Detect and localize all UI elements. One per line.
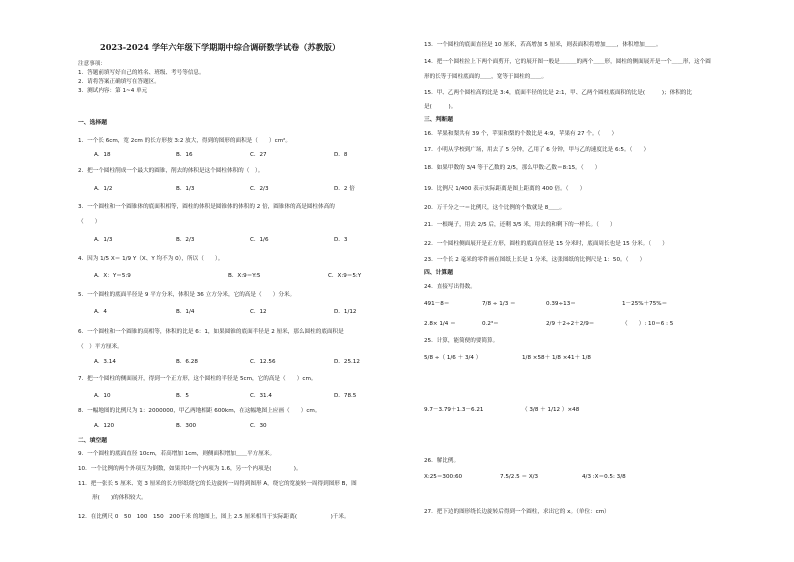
left-column: [78, 0, 418, 562]
calc-item: 9.7－3.79＋1.3－6.21: [424, 407, 484, 413]
option: A．10: [94, 393, 111, 399]
question-17: 17．小明从学校到广场，用去了 5 分钟，乙用了 6 分钟，甲与乙的速度比是 6:5。（ ）: [424, 147, 650, 153]
option: B．6.28: [176, 359, 198, 365]
option: B．2/3: [176, 237, 195, 243]
question-16: 16．苹果和梨共有 39 个，苹果和梨的个数比是 4:9，苹果有 27 个。（ ）: [424, 131, 618, 137]
question-6: 6．一个圆柱和一个圆锥的高相等，体积的比是 6：1，如果圆锥的底面半径是 2 厘米，那么圆柱的底面积是: [78, 329, 344, 335]
question-5: 5．一个圆柱的底面半径是 9 平方分米，体积是 36 立方分米，它的高是（ ）分米。: [78, 292, 296, 298]
option: D．3: [334, 237, 348, 243]
option: A．1/3: [94, 237, 113, 243]
question-26: 26．解比例。: [424, 458, 460, 464]
question-15-cont: 是( )。: [424, 104, 457, 110]
section-judge: 三、判断题: [424, 117, 453, 123]
option: D．25.12: [334, 359, 360, 365]
page-title: 2023-2024 学年六年级下学期期中综合调研数学试卷（苏教版）: [100, 42, 341, 52]
calc-item: 2/9 ＋2÷2＋2/9＝: [546, 321, 595, 327]
note-3: 3．测试内容：第 1~4 单元: [78, 88, 148, 94]
calc-item: 1－25%＋75%＝: [622, 301, 668, 307]
question-1: 1．一个长 6cm，宽 2cm 的长方形按 3:2 放大，得到的图形的面积是（ ）cm²。: [78, 138, 292, 144]
question-18: 18．如果甲数的 3/4 等于乙数的 2/5，那么甲数:乙数＝8:15。（ ）: [424, 165, 601, 171]
question-6-cont: （ ）平方厘米。: [78, 344, 123, 350]
calc-item: 5/8 ÷（ 1/6 ＋ 3/4 ）: [424, 355, 482, 361]
question-23: 23．一个长 2 毫米的零件画在图纸上长是 1 分米，这张图纸的比例尺是 1：50。（ ）: [424, 257, 646, 263]
option: C．27: [250, 152, 267, 158]
option: C．2/3: [250, 186, 269, 192]
question-13: 13．一个圆柱的底面直径是 10 厘米，若高增加 5 厘米，则表面积将增加＿＿，体积增加＿＿。: [424, 42, 662, 48]
calc-item: X:25＝300:60: [424, 474, 463, 480]
calc-item: 7.5/2.5 ＝ X/3: [500, 474, 539, 480]
question-10: 10．一个比例的两个外项互为倒数，如果其中一个内项为 1.6，另一个内项是( )。: [78, 466, 302, 472]
calc-item: 4/3 :X＝0.5: 3/8: [582, 474, 626, 480]
option: C．31.4: [250, 393, 272, 399]
question-9: 9．一个圆柱的底面直径 10cm，若高增加 1cm，则侧面积增加＿＿平方厘米。: [78, 451, 276, 457]
option: D．78.5: [334, 393, 357, 399]
calc-item: 2.8× 1/4 ＝: [424, 321, 456, 327]
section-calc: 四、计算题: [424, 270, 453, 276]
option: A．1/2: [94, 186, 113, 192]
calc-item: 7/8 ÷ 1/3 ＝: [482, 301, 516, 307]
question-25: 25．计算，能简便的要简算。: [424, 338, 499, 344]
option: B．300: [176, 423, 197, 429]
option: C．1/6: [250, 237, 269, 243]
question-11: 11．把一张长 5 厘米、宽 3 厘米的长方形纸绕它的长边旋转一周得到图形 A，绕它的宽旋转一周得到图形 B，图: [78, 481, 357, 487]
right-column: [424, 0, 754, 562]
option: B．X:9＝Y:5: [228, 273, 261, 279]
option: B．1/3: [176, 186, 195, 192]
question-12: 12．在比例尺 0 50 100 150 200千米 的地图上，图上 2.5 厘米相当于实际距离( )千米。: [78, 514, 350, 520]
question-19: 19．比例尺 1/400 表示实际距离是图上距离的 400 倍。（ ）: [424, 186, 586, 192]
note-1: 1．答题前填写好自己的姓名、班级、考号等信息。: [78, 70, 205, 76]
option: B．5: [176, 393, 189, 399]
question-24: 24．直接写出得数。: [424, 284, 476, 290]
section-fill: 二、填空题: [78, 438, 107, 444]
question-21: 21．一根绳子，用去 2/5 后，还剩 3/5 米，用去的和剩下的一样长。（ ）: [424, 222, 616, 228]
option: C．12: [250, 309, 267, 315]
calc-item: （ ）: 10＝6 : 5: [622, 321, 674, 327]
option: B．1/4: [176, 309, 195, 315]
option: D．2 倍: [334, 186, 355, 192]
option: A．3.14: [94, 359, 116, 365]
option: A．X：Y＝5:9: [94, 273, 131, 279]
calc-item: 1/8 ×58＋ 1/8 ×41＋ 1/8: [522, 355, 591, 361]
calc-item: 0.2³＝: [482, 321, 499, 327]
question-27: 27．把下边的图形绕长边旋转后得到一个圆柱，求出它的 x。（单位：cm）: [424, 509, 610, 515]
note-2: 2．请将答案正确填写在答题区。: [78, 79, 160, 85]
calc-item: 491－8＝: [424, 301, 450, 307]
question-20: 20．万千分之一＝比例尺，这个比例的个数就是 8＿＿。: [424, 205, 566, 211]
option: D．8: [334, 152, 348, 158]
calc-item: （ 3/8 ＋ 1/12 ）×48: [522, 407, 580, 413]
question-2: 2．把一个圆柱削成一个最大的圆锥，削去的体积是这个圆柱体积的（ ）。: [78, 168, 264, 174]
calc-item: 0.39÷13＝: [546, 301, 576, 307]
question-8: 8．一幅地图的比例尺为 1：2000000，甲乙两地相距 600km，在这幅地图上应画（ ）cm。: [78, 408, 321, 414]
question-3: 3．一个圆柱和一个圆锥体的底面积相等，圆柱的体积是圆锥体的体积的 2 倍，圆锥体的高是圆柱体高的: [78, 204, 335, 210]
question-15: 15．甲、乙两个圆柱高的比是 3:4，底面半径的比是 2:1，甲、乙两个圆柱底面积的比是( )；体积的比: [424, 90, 692, 96]
question-7: 7．把一个圆柱的侧面展开，得到一个正方形，这个圆柱的半径是 5cm，它的高是（ ）cm。: [78, 376, 317, 382]
question-11-cont: 形( )的体积较大。: [92, 495, 147, 501]
option: B．16: [176, 152, 193, 158]
option: C．12.56: [250, 359, 276, 365]
question-14-cont: 形的长等于圆柱底面的＿＿，宽等于圆柱的＿＿。: [424, 74, 548, 80]
option: C．X:9＝5:Y: [328, 273, 362, 279]
question-3-cont: （ ）: [78, 219, 101, 225]
question-4: 4．因为 1/5 X＝ 1/9 Y（X、Y 均不为 0），所以（ ）。: [78, 256, 224, 262]
question-22: 22．一个圆柱侧面展开是正方形，圆柱的底面直径是 15 分米时，底面周长也是 15 分米。（ ）: [424, 241, 668, 247]
option: A．120: [94, 423, 115, 429]
option: C．30: [250, 423, 267, 429]
question-14: 14．把一个圆柱拉上下两个面剪开，它的展开图一般是＿＿＿的两个＿＿形，圆柱的侧面展开是一个＿＿形，这个圆: [424, 59, 711, 65]
option: D．1/12: [334, 309, 357, 315]
section-choice: 一、选择题: [78, 120, 107, 126]
option: A．18: [94, 152, 111, 158]
notes-heading: 注意事项：: [78, 61, 106, 67]
option: A．4: [94, 309, 107, 315]
